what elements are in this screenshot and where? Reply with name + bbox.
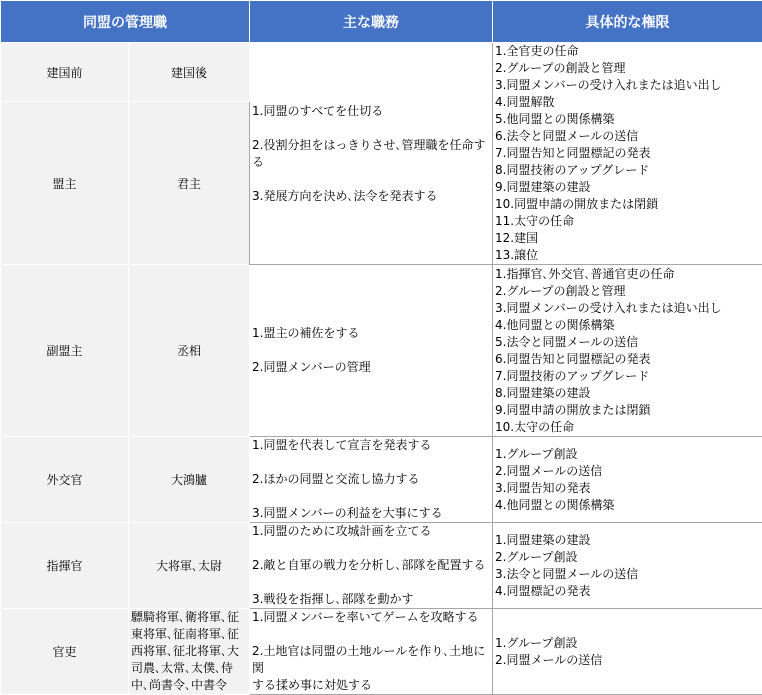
power-item: 3.法令と同盟メールの送信 (495, 566, 760, 583)
duty-item: 3.発展方向を決め､法令を発表する (252, 188, 490, 205)
power-item: 1.全官吏の任命 (495, 43, 760, 60)
header-row (1, 1, 762, 43)
role-before: 盟主 (1, 102, 129, 265)
official-title-line: 驃騎将軍､衛将軍､征 (131, 609, 247, 626)
power-item: 1.指揮官､外交官､普通官吏の任命 (495, 266, 760, 283)
official-title-line: 東将軍､征南将軍､征 (131, 626, 247, 643)
table-row (1, 609, 762, 695)
power-item: 6.法令と同盟メールの送信 (495, 128, 760, 145)
role-after-header: 建国後 (129, 43, 250, 102)
duties-cell (250, 43, 493, 265)
duty-item: 3.戦役を指揮し､部隊を動かす (252, 591, 490, 608)
power-item: 1.グループ創設 (495, 635, 760, 652)
power-item: 10.太守の任命 (495, 419, 760, 436)
power-item: 1.グループ創設 (495, 446, 760, 463)
table-row (1, 43, 762, 102)
power-item: 4.他同盟との関係構築 (495, 497, 760, 514)
power-item: 1.同盟建築の建設 (495, 532, 760, 549)
duty-item: 2.役割分担をはっきりさせ､管理職を任命する (252, 137, 490, 171)
duty-item: 3.同盟メンバーの利益を大事にする (252, 505, 490, 522)
duty-item: 1.同盟を代表して宣言を発表する (252, 437, 490, 454)
power-item: 3.同盟メンバーの受け入れまたは追い出し (495, 300, 760, 317)
role-before: 副盟主 (1, 265, 129, 437)
header-powers: 具体的な権限 (493, 1, 762, 43)
header-duties: 主な職務 (250, 1, 493, 43)
power-item: 4.同盟解散 (495, 94, 760, 111)
power-item: 9.同盟建築の建設 (495, 179, 760, 196)
role-before: 指揮官 (1, 523, 129, 609)
powers-cell (493, 523, 762, 609)
power-item: 10.同盟申請の開放または閉鎖 (495, 196, 760, 213)
table-row (1, 265, 762, 437)
role-after-list (129, 609, 250, 695)
duties-cell (250, 523, 493, 609)
power-item: 8.同盟技術のアップグレード (495, 162, 760, 179)
duties-cell (250, 265, 493, 437)
powers-cell (493, 43, 762, 265)
duties-cell (250, 437, 493, 523)
power-item: 2.グループ創設 (495, 549, 760, 566)
duty-item: 1.同盟のすべてを仕切る (252, 103, 490, 120)
power-item: 12.建国 (495, 230, 760, 247)
role-after: 大将軍､太尉 (129, 523, 250, 609)
duty-item: 2.ほかの同盟と交流し協力する (252, 471, 490, 488)
role-before: 外交官 (1, 437, 129, 523)
table-row (1, 437, 762, 523)
table-row (1, 523, 762, 609)
power-item: 7.同盟告知と同盟標記の発表 (495, 145, 760, 162)
power-item: 2.グループの創設と管理 (495, 283, 760, 300)
power-item: 8.同盟建築の建設 (495, 385, 760, 402)
power-item: 3.同盟メンバーの受け入れまたは追い出し (495, 77, 760, 94)
duty-item: する揉め事に対処する (252, 677, 490, 694)
power-item: 13.譲位 (495, 247, 760, 264)
official-title-line: 西将軍､征北将軍､大 (131, 643, 247, 660)
power-item: 11.太守の任命 (495, 213, 760, 230)
duty-item: 2.土地官は同盟の土地ルールを作り､土地に関 (252, 643, 490, 677)
power-item: 2.同盟メールの送信 (495, 652, 760, 669)
power-item: 2.同盟メールの送信 (495, 463, 760, 480)
power-item: 5.他同盟との関係構築 (495, 111, 760, 128)
role-after: 大鴻臚 (129, 437, 250, 523)
official-title-line: 中､尚書令､中書令 (131, 677, 247, 694)
power-item: 9.同盟申請の開放または閉鎖 (495, 402, 760, 419)
powers-cell (493, 265, 762, 437)
official-title-line: 司農､太常､太僕､侍 (131, 660, 247, 677)
powers-cell (493, 609, 762, 695)
duty-item: 1.盟主の補佐をする (252, 325, 490, 342)
power-item: 4.同盟標記の発表 (495, 583, 760, 600)
powers-cell (493, 437, 762, 523)
header-role: 同盟の管理職 (1, 1, 250, 43)
power-item: 4.他同盟との関係構築 (495, 317, 760, 334)
role-before: 官吏 (1, 609, 129, 695)
power-item: 3.同盟告知の発表 (495, 480, 760, 497)
role-before-header: 建国前 (1, 43, 129, 102)
duty-item: 1.同盟のために攻城計画を立てる (252, 523, 490, 540)
duty-item: 1.同盟メンバーを率いてゲームを攻略する (252, 609, 490, 626)
role-after: 丞相 (129, 265, 250, 437)
power-item: 7.同盟技術のアップグレード (495, 368, 760, 385)
duty-item: 2.敵と自軍の戦力を分析し､部隊を配置する (252, 557, 490, 574)
power-item: 2.グループの創設と管理 (495, 60, 760, 77)
power-item: 6.同盟告知と同盟標記の発表 (495, 351, 760, 368)
power-item: 5.法令と同盟メールの送信 (495, 334, 760, 351)
duty-item: 2.同盟メンバーの管理 (252, 359, 490, 376)
duties-cell (250, 609, 493, 695)
role-after: 君主 (129, 102, 250, 265)
